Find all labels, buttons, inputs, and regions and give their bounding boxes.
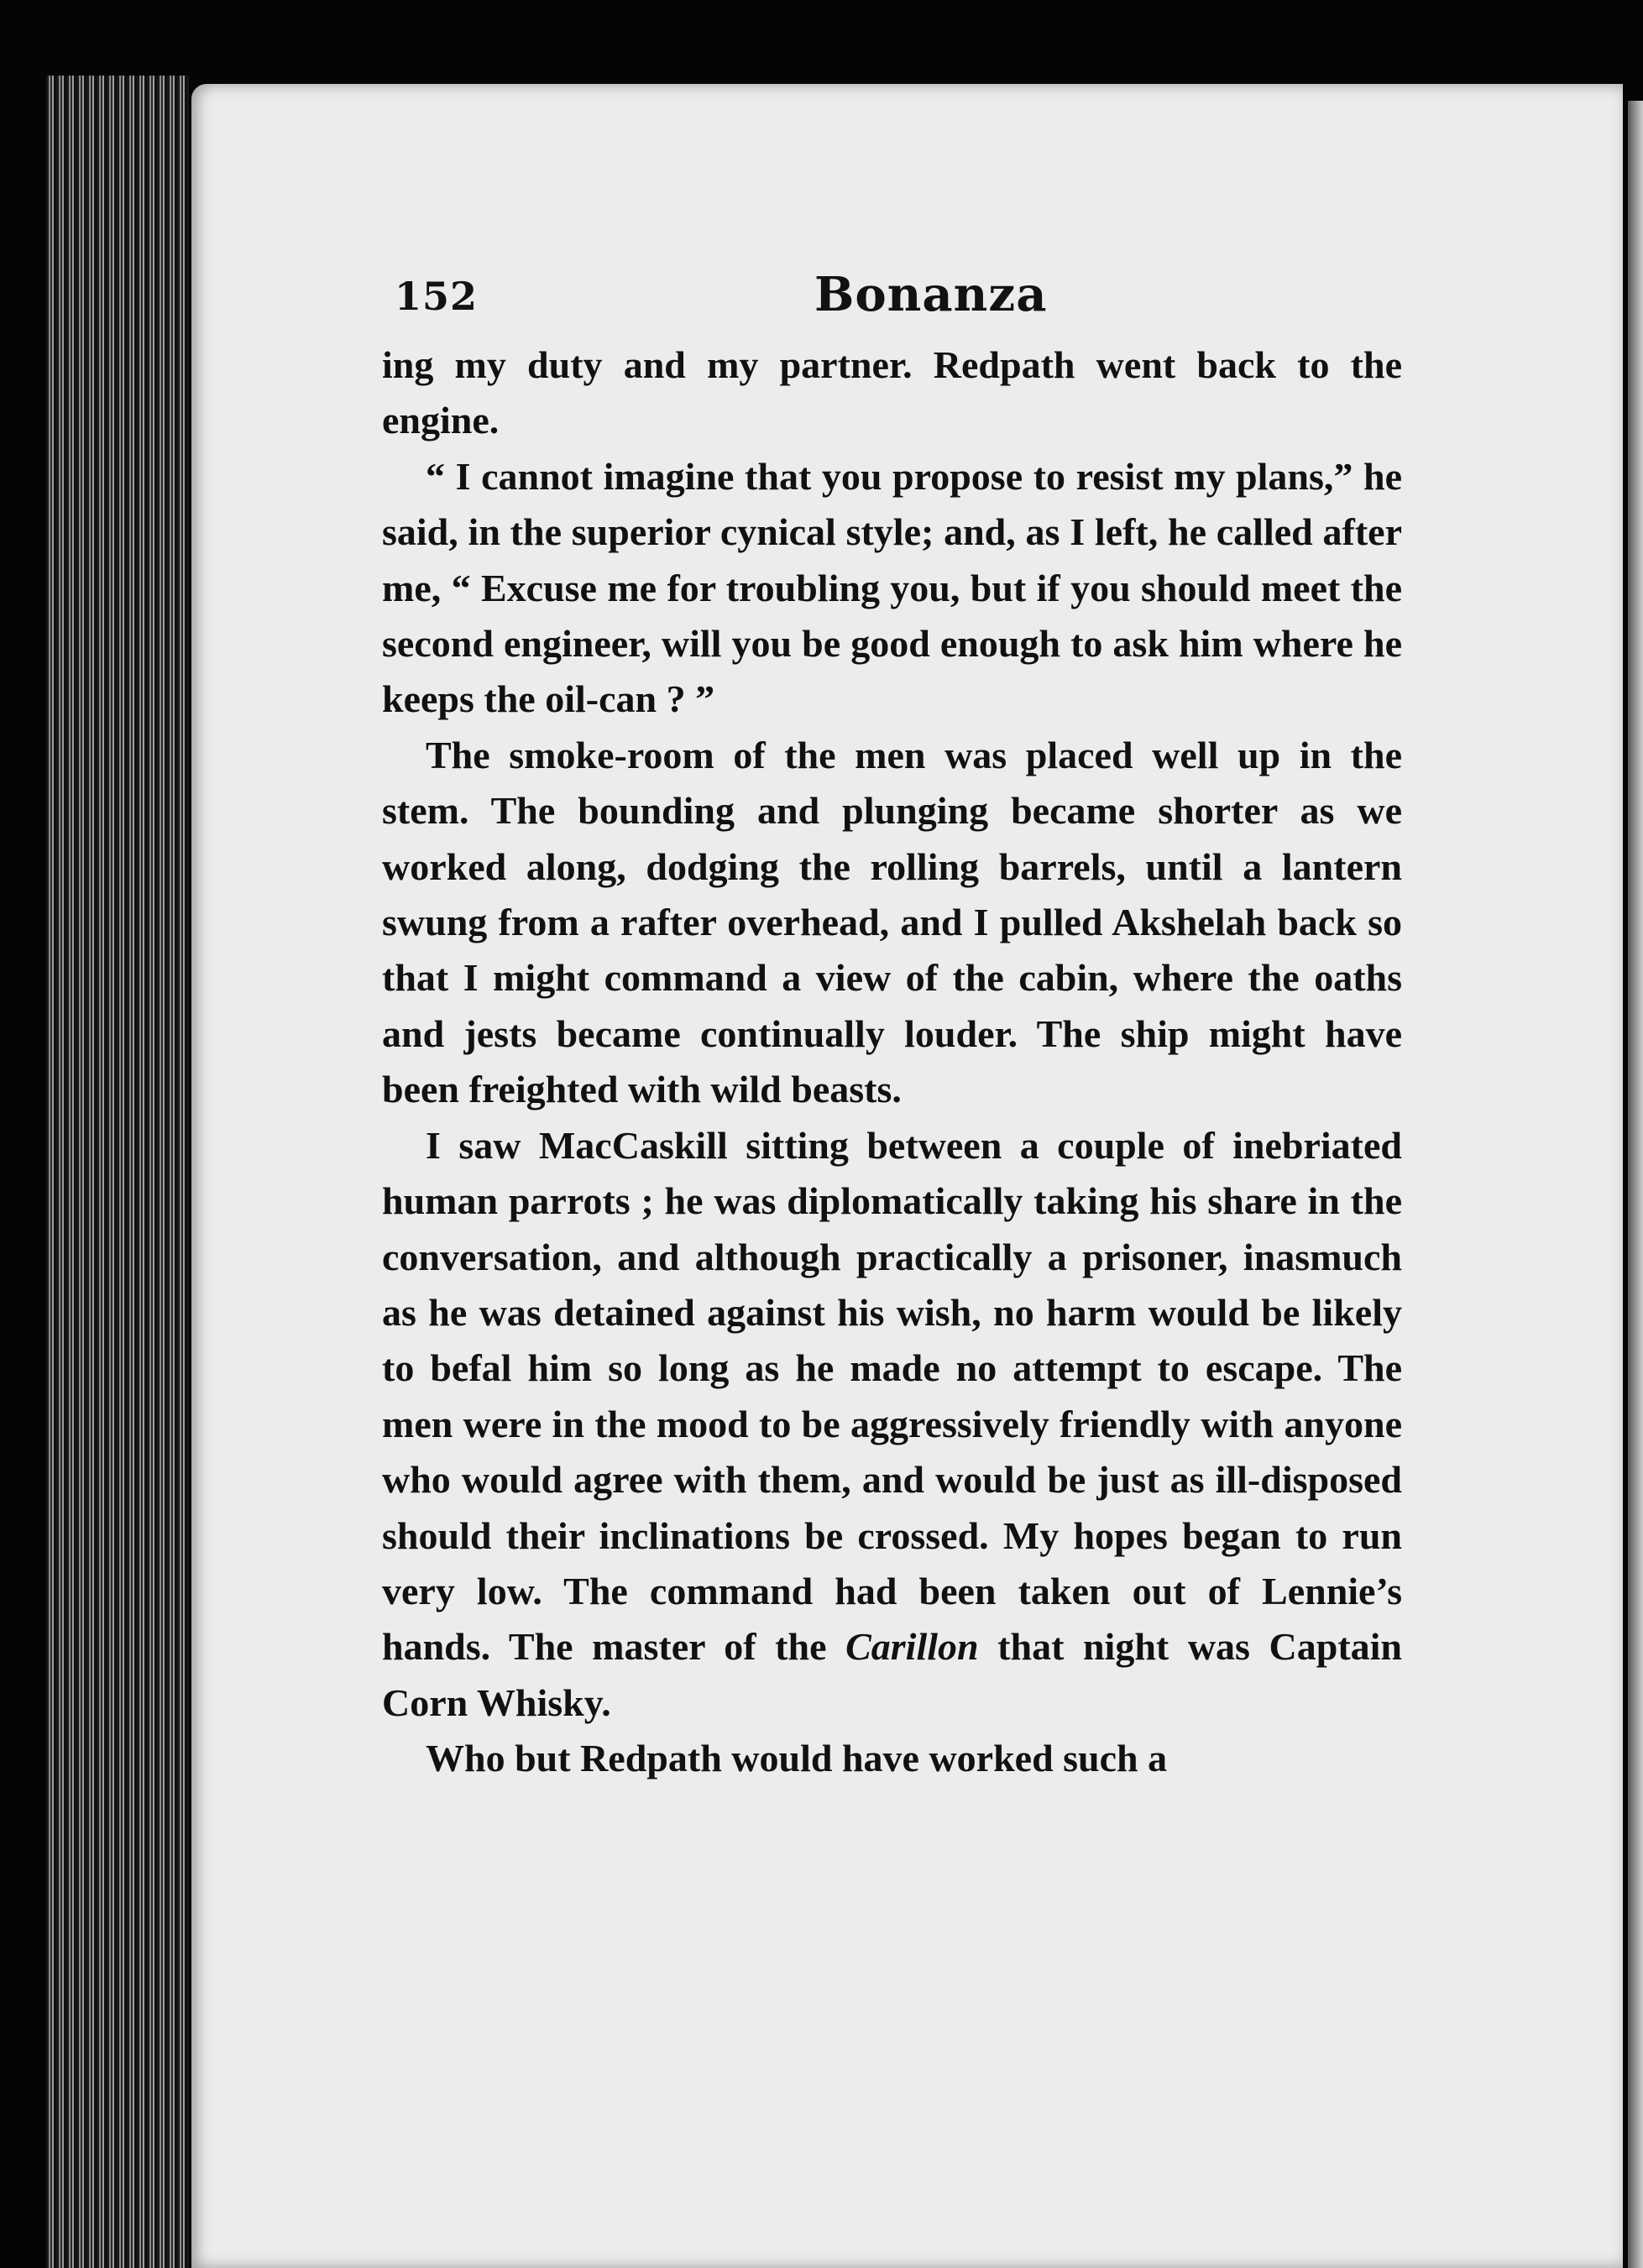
book-page-edges: [46, 76, 189, 2268]
paragraph-1: ing my duty and my partner. Redpath went back to the engine.: [382, 343, 1402, 442]
running-title: Bonanza: [814, 267, 1048, 322]
page-header: [395, 267, 1402, 334]
page-number: 152: [395, 274, 479, 319]
right-page-edge: [1628, 101, 1643, 2268]
paragraph-2: “ I cannot imagine that you propose to resist my plans,” he said, in the superior cynical style; and, as I left, he called after me, “ Excuse me for troubling you, but if you should meet the second engineer, will you be good enough to ask him where he keeps the oil-can ? ”: [382, 454, 1402, 721]
body-text: [382, 337, 1402, 1787]
paragraph-4-text: I saw MacCaskill sitting between a couple of inebriated human parrots ; he was diplomatically taking his share in the conversation, and although practically a prisoner, inasmuch as he was detained against his wish, no harm would be likely to befal him so long as he made no attempt to escape. The men were in the mood to be aggressively friendly with anyone who would agree with them, and would be just as ill-disposed should their inclinations be crossed. My hopes began to run very low. The command had been taken out of Lennie’s hands. The master of the: [382, 1123, 1402, 1669]
paragraph-4: [382, 1118, 1402, 1731]
paragraph-5: Who but Redpath would have worked such a: [426, 1737, 1168, 1780]
paragraph-4-tail: that night was Captain Corn Whisky.: [382, 1625, 1402, 1724]
paragraph-3: The smoke-room of the men was placed well up in the stem. The bounding and plunging became shorter as we worked along, dodging the rolling barrels, until a lantern swung from a rafter overhead, and I pulled Akshelah back so that I might command a view of the cabin, where the oaths and jests became continually louder. The ship might have been freighted with wild beasts.: [382, 733, 1402, 1111]
ship-name: Carillon: [845, 1625, 979, 1669]
